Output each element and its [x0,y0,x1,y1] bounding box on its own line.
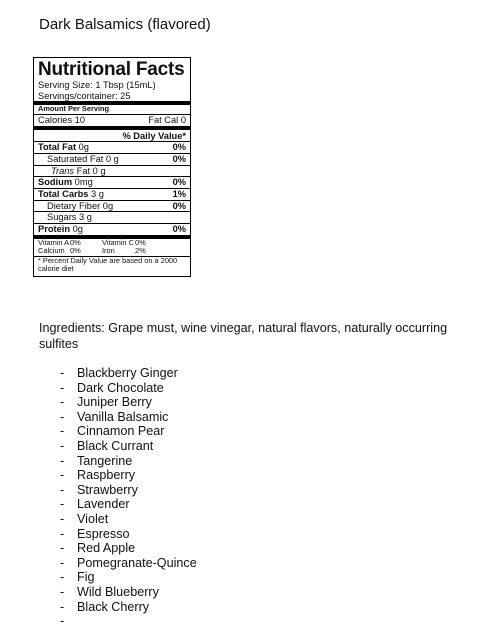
vitamin-cell: Vitamin C [102,237,134,247]
nutrient-name: Trans Fat 0 g [51,165,106,176]
vitamin-cell: 0% [70,237,81,247]
nutrient-label: Protein [38,224,71,235]
nutrient-daily-value: 0% [172,153,186,164]
flavor-name: Dark Chocolate [77,380,164,395]
flavor-name: Lavender [77,497,130,512]
flavor-item [60,512,197,527]
flavor-item [60,424,197,439]
flavor-item [60,410,197,425]
daily-value-header: % Daily Value* [34,130,190,143]
nutrient-row [34,166,190,178]
nutrient-label: Sodium [38,177,73,188]
nutrient-daily-value: 0% [172,200,186,211]
flavor-item [60,483,197,498]
list-dash: - [60,453,65,468]
list-dash: - [60,468,65,483]
nutrient-daily-value: 0% [172,142,186,153]
flavor-name: Cinnamon Pear [77,424,165,439]
flavor-item [60,439,197,454]
nutrient-row [34,154,190,166]
list-dash: - [60,366,65,380]
document-title: Dark Balsamics (flavored) [39,16,211,33]
flavor-item [60,366,197,381]
flavor-name: Black Currant [77,438,154,453]
flavor-item [60,556,197,571]
nutrient-daily-value: 0% [172,224,186,235]
nutrient-name: Protein 0g [38,224,83,235]
ingredients-text: Ingredients: Grape must, wine vinegar, natural flavors, naturally occurring sulfites [39,321,448,351]
amount-per-serving: Amount Per Serving [34,105,190,115]
fat-calories: Fat Cal 0 [148,114,186,125]
vitamin-cell: Calcium [38,246,65,256]
vitamin-cell: Vitamin A [38,237,70,247]
flavor-list [60,366,197,629]
nutrient-daily-value: 1% [172,189,186,200]
vitamin-cell: 0% [135,237,146,247]
flavor-item [60,527,197,542]
list-dash: - [60,599,65,614]
nutrient-name: Sugars 3 g [47,212,92,223]
flavor-item [60,468,197,483]
vitamin-rows [34,239,190,257]
nutrient-label: Total Fat [38,142,77,153]
flavor-name: Pomegranate-Quince [77,555,197,570]
flavor-name: Tangerine [77,453,133,468]
flavor-name: Raspberry [77,468,136,483]
calories: Calories 10 [38,114,86,125]
nutrient-name: Sodium 0mg [38,177,93,188]
nutrient-row [34,224,190,239]
flavor-item [60,570,197,585]
list-dash: - [60,584,65,599]
calories-row [34,115,190,130]
list-dash: - [60,497,65,512]
serving-size: Serving Size: 1 Tbsp (15mL) [38,80,156,90]
list-dash: - [60,614,65,629]
flavor-item [60,381,197,396]
flavor-item [60,585,197,600]
flavor-item [60,600,197,615]
list-dash: - [60,395,65,410]
flavor-name: Strawberry [77,482,138,497]
flavor-item [60,541,197,556]
list-dash: - [60,438,65,453]
list-dash: - [60,424,65,439]
list-dash: - [60,511,65,526]
nutrient-name: Saturated Fat 0 g [47,153,119,164]
flavor-name: Espresso [77,526,130,541]
flavor-name: Red Apple [77,541,136,556]
vitamin-cell: 2% [135,246,146,256]
list-dash: - [60,482,65,497]
nutrient-row [34,177,190,189]
list-dash: - [60,526,65,541]
nutrition-facts-label [33,57,191,277]
flavor-name: Juniper Berry [77,395,152,410]
flavor-name: Blackberry Ginger [77,366,178,380]
list-dash: - [60,541,65,556]
nutrient-row [34,142,190,154]
list-dash: - [60,570,65,585]
flavor-item [60,454,197,469]
flavor-name: Vanilla Balsamic [77,409,169,424]
nutrient-rows [34,142,190,239]
nutrient-row [34,212,190,224]
nutrient-row [34,189,190,201]
list-dash: - [60,409,65,424]
list-dash: - [60,555,65,570]
nutrition-heading: Nutritional Facts [38,59,185,80]
flavor-item [60,497,197,512]
vitamin-cell: 0% [70,246,81,256]
nutrient-name: Total Carbs 3 g [38,189,104,200]
nutrient-name: Dietary Fiber 0g [47,200,114,211]
nutrient-label: Trans [51,165,75,176]
vitamin-cell: Iron [102,246,115,256]
flavor-name: Fig [77,570,95,585]
flavor-name: Violet [77,511,109,526]
flavor-name: Wild Blueberry [77,584,159,599]
nutrient-name: Total Fat 0g [38,142,89,153]
flavor-item [60,395,197,410]
flavor-name: Black Cherry [77,599,150,614]
list-dash: - [60,380,65,395]
nutrient-daily-value: 0% [172,177,186,188]
nutrient-row [34,201,190,213]
servings-per-container: Servings/container: 25 [34,91,190,106]
nutrient-label: Total Carbs [38,189,89,200]
daily-value-footnote: * Percent Daily Value are based on a 2000 calorie diet [38,255,178,274]
flavor-item [60,614,197,629]
